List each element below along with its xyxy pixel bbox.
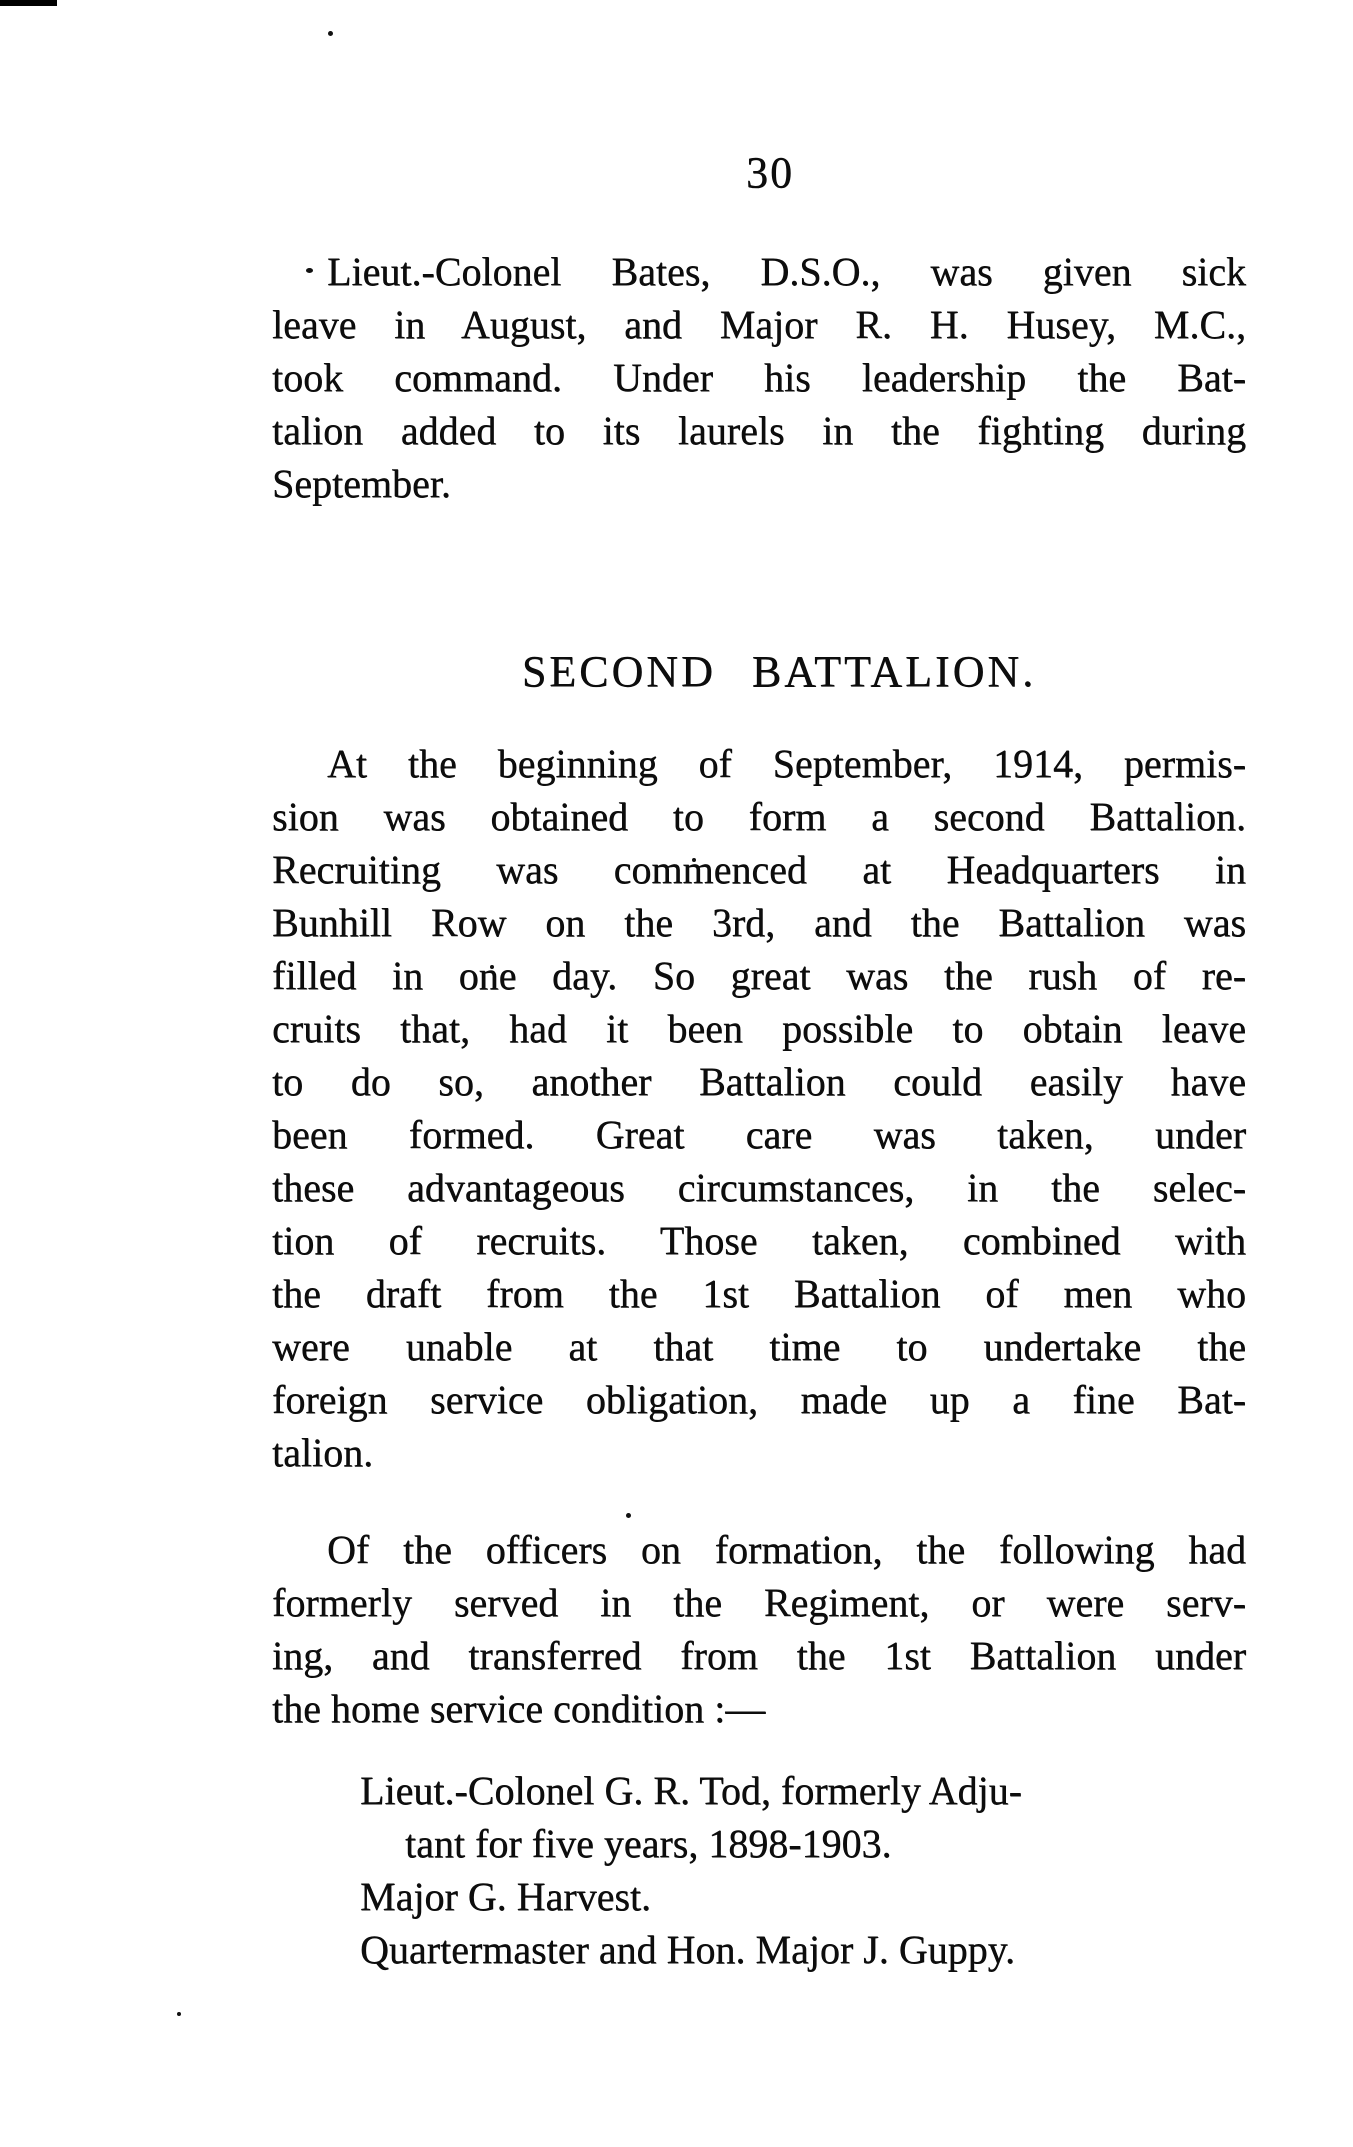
text-line: talion added to its laurels in the fighting during [272,408,1246,453]
text-line: to do so, another Battalion could easily have [272,1059,1246,1104]
text-line: took command. Under his leadership the Bat- [272,355,1246,400]
text-line: sion was obtained to form a second Battalion. [272,794,1246,839]
text-line: the home service condition :— [272,1686,766,1731]
text-line: talion. [272,1430,374,1475]
paragraph-officers [272,1523,1246,1735]
paragraph-formation [272,737,1246,1479]
officer-item-line: Major G. Harvest. [360,1874,652,1919]
text-line: September. [272,461,451,506]
text-line: been formed. Great care was taken, under [272,1112,1246,1157]
text-line: At the beginning of September, 1914, permis- [327,741,1246,786]
text-line: ing, and transferred from the 1st Battalion under [272,1633,1246,1678]
text-line: these advantageous circumstances, in the selec- [272,1165,1246,1210]
text-line: formerly served in the Regiment, or were serv- [272,1580,1246,1625]
text-line: Of the officers on formation, the following had [327,1527,1246,1572]
scan-speck [328,31,333,36]
text-line: Recruiting was commenced at Headquarters in [272,847,1246,892]
page-number: 30 [746,148,794,197]
text-line: Lieut.-Colonel Bates, D.S.O., was given sick [327,249,1246,294]
text-line: were unable at that time to undertake the [272,1324,1246,1369]
text-line: Bunhill Row on the 3rd, and the Battalion was [272,900,1246,945]
scan-speck [626,1513,631,1518]
text-line: cruits that, had it been possible to obtain leave [272,1006,1246,1051]
officer-list [272,1764,1246,1976]
text-line: the draft from the 1st Battalion of men who [272,1271,1246,1316]
officer-item-line: tant for five years, 1898-1903. [405,1821,892,1866]
text-line: leave in August, and Major R. H. Husey, M.C., [272,302,1246,347]
scan-artifact-bar [0,0,57,6]
paragraph-bates [272,245,1246,510]
text-line: tion of recruits. Those taken, combined with [272,1218,1246,1263]
officer-item-line: Lieut.-Colonel G. R. Tod, formerly Adju- [360,1768,1022,1813]
text-line: filled in one day. So great was the rush of re- [272,953,1246,998]
section-heading: SECOND BATTALION. [521,647,1037,696]
officer-item-line: Quartermaster and Hon. Major J. Guppy. [360,1927,1016,1972]
text-line: foreign service obligation, made up a fine Bat- [272,1377,1246,1422]
scan-speck [177,2012,181,2016]
